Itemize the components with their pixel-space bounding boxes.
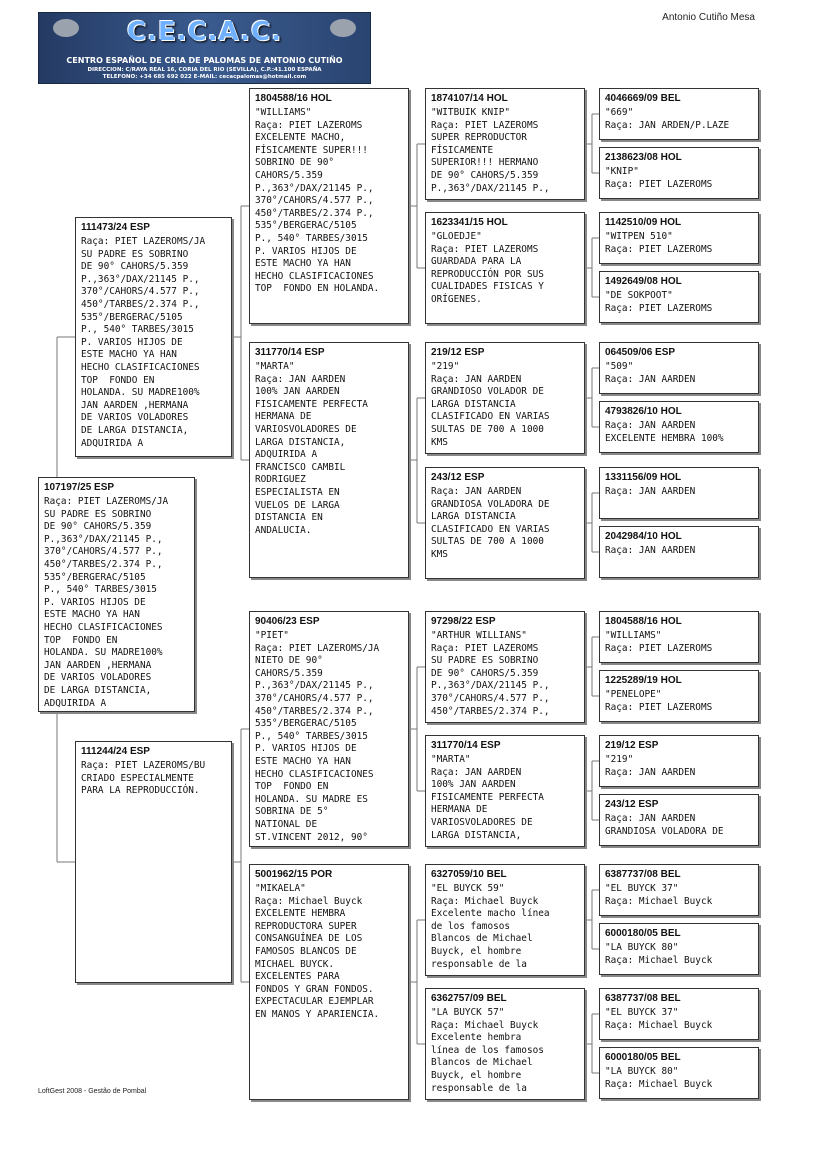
ring-number: 219/12 ESP [605, 740, 659, 751]
bird-description: "509" Raça: JAN AARDEN [605, 361, 696, 385]
logo-address: DIRECCION: C/RAYA REAL 16, CORIA DEL RIO (SEVILLA), C.P.:41.100 ESPAÑA [87, 67, 322, 73]
bird-description: Raça: JAN AARDEN [605, 486, 696, 497]
pedigree-card-g2 [75, 217, 232, 457]
pedigree-card-g4 [425, 611, 585, 723]
bird-description: Raça: PIET LAZEROMS/BU CRIADO ESPECIALMENTE PARA LA REPRODUCCIÓN. [81, 760, 206, 797]
ring-number: 219/12 ESP [431, 347, 485, 358]
ring-number: 1804588/16 HOL [255, 93, 332, 104]
pedigree-card-g5 [599, 88, 759, 140]
ring-number: 243/12 ESP [605, 799, 659, 810]
bird-description: "EL BUYCK 37" Raça: Michael Buyck [605, 883, 713, 907]
bird-description: "MIKAELA" Raça: Michael Buyck EXCELENTE HEMBRA REPRODUCTORA SUPER CONSANGUÍNEA DE LOS FAMOSOS BLANCOS DE MICHAEL BUYCK. EXCELENTES PARA FONDOS Y GRAN FONDOS. EXPECTACULAR EJEMPLAR EN MANOS Y APARIENCIA. [255, 883, 380, 1020]
pedigree-card-g3 [249, 611, 409, 847]
pedigree-card-g5 [599, 1047, 759, 1099]
logo-contact: TELEFONO: +34 685 692 022 E-MAIL: cecacpalomas@hotmail.com [102, 74, 307, 80]
bird-description: "219" Raça: JAN AARDEN [605, 754, 696, 778]
ring-number: 111473/24 ESP [81, 222, 150, 233]
ring-number: 064509/06 ESP [605, 347, 676, 358]
ring-number: 6000180/05 BEL [605, 928, 681, 939]
pedigree-card-g5 [599, 988, 759, 1040]
bird-description: "PENELOPE" Raça: PIET LAZEROMS [605, 689, 713, 713]
logo-subtitle: CENTRO ESPAÑOL DE CRIA DE PALOMAS DE ANTONIO CUTIÑO [66, 56, 343, 65]
bird-description: "EL BUYCK 37" Raça: Michael Buyck [605, 1007, 713, 1031]
bird-description: Raça: JAN AARDEN [605, 545, 696, 556]
ring-number: 6000180/05 BEL [605, 1052, 681, 1063]
ring-number: 6387737/08 BEL [605, 869, 681, 880]
bird-description: "PIET" Raça: PIET LAZEROMS/JA NIETO DE 90° CAHORS/5.359 P.,363°/DAX/21145 P., 370°/CAHORS/4.577 P., 450°/TARBES/2.374 P., 535°/BERGERAC/5105 P., 540° TARBES/3015 P. VARIOS HIJOS DE ESTE MACHO YA HAN HECHO CLASIFICACIONES TOP FONDO EN HOLANDA. SU MADRE ES SOBRINA DE 5° NATIONAL DE ST.VINCENT 2012, 90° [255, 630, 380, 843]
pedigree-card-g5 [599, 794, 759, 846]
pedigree-card-g3 [249, 342, 409, 578]
pedigree-card-g5 [599, 864, 759, 916]
ring-number: 5001962/15 POR [255, 869, 333, 880]
ring-number: 4046669/09 BEL [605, 93, 681, 104]
bird-description: "MARTA" Raça: JAN AARDEN 100% JAN AARDEN FISICAMENTE PERFECTA HERMANA DE VARIOSVOLADORES DE LARGA DISTANCIA, [431, 754, 544, 841]
ring-number: 243/12 ESP [431, 472, 485, 483]
logo-title: C.E.C.A.C. [127, 17, 282, 47]
bird-description: Raça: JAN AARDEN GRANDIOSA VOLADORA DE LARGA DISTANCIA CLASIFICADO EN VARIAS SULTAS DE 700 A 1000 KMS [431, 486, 550, 560]
ring-number: 90406/23 ESP [255, 616, 320, 627]
ring-number: 111244/24 ESP [81, 746, 150, 757]
bird-description: Raça: PIET LAZEROMS/JA SU PADRE ES SOBRINO DE 90° CAHORS/5.359 P.,363°/DAX/21145 P., 370°/CAHORS/4.577 P., 450°/TARBES/2.374 P., 535°/BERGERAC/5105 P., 540° TARBES/3015 P. VARIOS HIJOS DE ESTE MACHO YA HAN HECHO CLASIFICACIONES TOP FONDO EN HOLANDA. SU MADRE100% JAN AARDEN ,HERMANA DE VARIOS VOLADORES DE LARGA DISTANCIA, ADQUIRIDA A [81, 236, 206, 449]
ring-number: 2042984/10 HOL [605, 531, 682, 542]
bird-description: "WITBUIK KNIP" Raça: PIET LAZEROMS SUPER REPRODUCTOR FÍSICAMENTE SUPERIOR!!! HERMANO DE 90° CAHORS/5.359 P.,363°/DAX/21145 P., [431, 107, 550, 194]
bird-description: "LA BUYCK 57" Raça: Michael Buyck Excelente hembra línea de los famosos Blancos de Michael Buyck, el hombre responsable de la [431, 1007, 544, 1094]
bird-description: "KNIP" Raça: PIET LAZEROMS [605, 166, 713, 190]
pedigree-card-g5 [599, 467, 759, 519]
pedigree-card-g5 [599, 526, 759, 578]
pedigree-card-g4 [425, 212, 585, 324]
ring-number: 1804588/16 HOL [605, 616, 682, 627]
ring-number: 1225289/19 HOL [605, 675, 682, 686]
pedigree-card-g5 [599, 611, 759, 663]
pedigree-card-g5 [599, 212, 759, 264]
bird-description: Raça: JAN AARDEN GRANDIOSA VOLADORA DE [605, 813, 724, 837]
ring-number: 6327059/10 BEL [431, 869, 507, 880]
pedigree-card-g1 [38, 477, 195, 712]
bird-description: "LA BUYCK 80" Raça: Michael Buyck [605, 1066, 713, 1090]
pedigree-card-g4 [425, 342, 585, 454]
pedigree-card-g5 [599, 342, 759, 394]
bird-description: "WILLIAMS" Raça: PIET LAZEROMS [605, 630, 713, 654]
bird-description: "219" Raça: JAN AARDEN GRANDIOSO VOLADOR DE LARGA DISTANCIA CLASIFICADO EN VARIAS SULTAS DE 700 A 1000 KMS [431, 361, 550, 448]
bird-description: "ARTHUR WILLIANS" Raça: PIET LAZEROMS SU PADRE ES SOBRINO DE 90° CAHORS/5.359 P.,363°/DAX/21145 P., 370°/CAHORS/4.577 P., 450°/TARBES/2.374 P., [431, 630, 550, 717]
pedigree-card-g5 [599, 670, 759, 722]
ring-number: 107197/25 ESP [44, 482, 115, 493]
pedigree-card-g5 [599, 735, 759, 787]
pedigree-card-g3 [249, 864, 409, 1100]
bird-description: Raça: JAN AARDEN EXCELENTE HEMBRA 100% [605, 420, 724, 444]
footer-note: LoftGest 2008 - Gestão de Pombal [38, 1088, 147, 1095]
bird-description: "EL BUYCK 59" Raça: Michael Buyck Excelente macho línea de los famosos Blancos de Michael Buyck, el hombre responsable de la [431, 883, 550, 970]
pedigree-card-g5 [599, 147, 759, 199]
owner-name: Antonio Cutiño Mesa [662, 12, 755, 23]
pedigree-card-g4 [425, 988, 585, 1100]
ring-number: 4793826/10 HOL [605, 406, 682, 417]
pedigree-card-g4 [425, 467, 585, 579]
bird-description: "GLOEDJE" Raça: PIET LAZEROMS GUARDADA PARA LA REPRODUCCIÓN POR SUS CUALIDADES FISICAS Y ORÍGENES. [431, 231, 544, 305]
bird-description: "WILLIAMS" Raça: PIET LAZEROMS EXCELENTE MACHO, FÍSICAMENTE SUPER!!! SOBRINO DE 90° CAHORS/5.359 P.,363°/DAX/21145 P., 370°/CAHORS/4.577 P., 450°/TARBES/2.374 P., 535°/BERGERAC/5105 P., 540° TARBES/3015 P. VARIOS HIJOS DE ESTE MACHO YA HAN HECHO CLASIFICACIONES TOP FONDO EN HOLANDA. [255, 107, 380, 295]
ring-number: 2138623/08 HOL [605, 152, 682, 163]
ring-number: 1492649/08 HOL [605, 276, 682, 287]
ring-number: 311770/14 ESP [431, 740, 501, 751]
ring-number: 311770/14 ESP [255, 347, 325, 358]
pedigree-card-g5 [599, 923, 759, 975]
bird-description: "WITPEN 510" Raça: PIET LAZEROMS [605, 231, 713, 255]
pedigree-card-g4 [425, 88, 585, 200]
ring-number: 6387737/08 BEL [605, 993, 681, 1004]
bird-description: "669" Raça: JAN ARDEN/P.LAZE [605, 107, 730, 131]
bird-description: Raça: PIET LAZEROMS/JA SU PADRE ES SOBRINO DE 90° CAHORS/5.359 P.,363°/DAX/21145 P., 370°/CAHORS/4.577 P., 450°/TARBES/2.374 P., 535°/BERGERAC/5105 P., 540° TARBES/3015 P. VARIOS HIJOS DE ESTE MACHO YA HAN HECHO CLASIFICACIONES TOP FONDO EN HOLANDA. SU MADRE100% JAN AARDEN ,HERMANA DE VARIOS VOLADORES DE LARGA DISTANCIA, ADQUIRIDA A [44, 496, 169, 709]
ring-number: 1874107/14 HOL [431, 93, 508, 104]
bird-description: "LA BUYCK 80" Raça: Michael Buyck [605, 942, 713, 966]
ring-number: 1623341/15 HOL [431, 217, 508, 228]
pedigree-card-g3 [249, 88, 409, 324]
pedigree-card-g2 [75, 741, 232, 983]
bird-description: "MARTA" Raça: JAN AARDEN 100% JAN AARDEN FISICAMENTE PERFECTA HERMANA DE VARIOSVOLADORES DE LARGA DISTANCIA, ADQUIRIDA A FRANCISCO CAMBIL RODRIGUEZ ESPECIALISTA EN VUELOS DE LARGA DISTANCIA EN ANDALUCIA. [255, 361, 368, 536]
bird-description: "DE SOKPOOT" Raça: PIET LAZEROMS [605, 290, 713, 314]
pedigree-card-g4 [425, 735, 585, 847]
ring-number: 6362757/09 BEL [431, 993, 507, 1004]
pedigree-card-g5 [599, 401, 759, 453]
ring-number: 1331156/09 HOL [605, 472, 682, 483]
ring-number: 1142510/09 HOL [605, 217, 682, 228]
ring-number: 97298/22 ESP [431, 616, 496, 627]
pedigree-card-g4 [425, 864, 585, 976]
pedigree-card-g5 [599, 271, 759, 323]
